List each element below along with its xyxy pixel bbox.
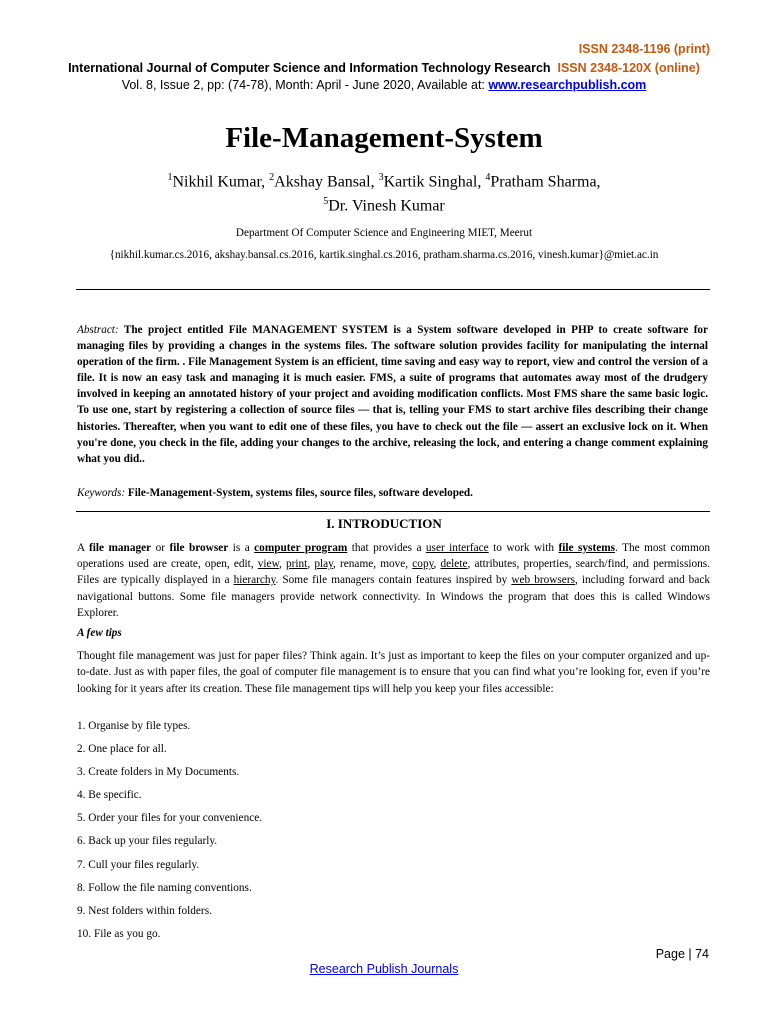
author-sup: 5 (323, 196, 329, 207)
link-print[interactable]: print (285, 558, 308, 571)
text-run: to work with (488, 542, 559, 554)
link-hierarchy[interactable]: hierarchy (233, 574, 276, 587)
keywords-label: Keywords: (77, 487, 126, 499)
abstract-label: Abstract: (77, 324, 119, 336)
section-heading-introduction: I. INTRODUCTION (326, 516, 442, 531)
author-name: Akshay Bansal, (274, 173, 375, 191)
text-run: , rename, move, (333, 558, 413, 571)
department: Department Of Computer Science and Engineering MIET, Meerut (235, 227, 533, 239)
term-file-browser: file browser (169, 542, 229, 554)
divider-bottom (76, 511, 710, 512)
list-item: 1. Organise by file types. (77, 720, 191, 732)
author-sup: 4 (485, 172, 491, 183)
text-run: , (307, 558, 315, 571)
volume-line (0, 77, 768, 93)
list-item: 9. Nest folders within folders. (77, 904, 212, 917)
text-run: , including forward and back navigational buttons. Some file managers provide network connectivity. In Windows the program that does this is called Windows Explorer. (77, 574, 710, 619)
link-web-browsers[interactable]: web browsers (511, 574, 575, 587)
link-delete[interactable]: delete (440, 558, 468, 571)
text-run: is a (228, 542, 255, 554)
list-item: 8. Follow the file naming conventions. (77, 881, 252, 894)
link-copy[interactable]: copy (412, 558, 434, 571)
author-sup: 3 (378, 172, 384, 183)
author-name: Pratham Sharma, (490, 173, 601, 191)
website-link[interactable]: www.researchpublish.com (488, 78, 647, 92)
abstract-text: The project entitled File MANAGEMENT SYSTEM is a System software developed in PHP to create software for managing files by providing a changes in the systems files. The software solution provides facility for manipulating the internal operation of the firm. . File Management System is an efficient, time saving and easy way to report, view and control the version of a file. It is now an easy task and managing it is much easier. FMS, a suite of programs that automates away most of the drudgery involved in keeping an annotated history of your project and avoiding modification conflicts. Most FMS share the same basic logic. To use one, start by registering a collection of source files — that is, telling your FMS to start archive files describing their change histories. Thereafter, when you want to edit one of these files, you have to check out the file — assert an exclusive lock on it. When you're done, you check in the file, adding your changes to the archive, releasing the lock, and entering a change comment explaining what you did.. (77, 324, 708, 465)
tips-list (77, 718, 262, 949)
footer (0, 962, 768, 976)
introduction-paragraph (77, 540, 710, 621)
author-sup: 1 (167, 172, 173, 183)
page-number: Page | 74 (655, 947, 709, 961)
text-run: , (279, 558, 286, 571)
term-file-manager: file manager (88, 542, 152, 554)
authors-line-2 (0, 196, 768, 215)
list-item: 3. Create folders in My Documents. (77, 766, 240, 779)
issn-print: ISSN 2348-1196 (print) (578, 42, 710, 56)
abstract (77, 322, 708, 467)
authors-line-1 (0, 172, 768, 191)
journal-name: International Journal of Computer Science and Information Technology Research (68, 61, 551, 75)
keywords-text: File-Management-System, systems files, source files, software developed. (127, 487, 473, 499)
link-play[interactable]: play (314, 558, 334, 571)
text-run: or (151, 542, 170, 554)
text-run: , attributes, properties, search/find, and permissions. Files are typically displayed in a (77, 558, 710, 587)
keywords (77, 487, 708, 499)
list-item: 10. File as you go. (77, 927, 161, 940)
text-run: A (77, 542, 89, 554)
volume-info: Vol. 8, Issue 2, pp: (74-78), Month: April - June 2020, Available at: (121, 78, 485, 92)
text-run: that provides a (347, 542, 426, 554)
link-user-interface[interactable]: user interface (425, 542, 489, 554)
text-run: , (433, 558, 441, 571)
list-item: 2. One place for all. (77, 743, 167, 756)
author-sup: 2 (269, 172, 275, 183)
list-item: 5. Order your files for your convenience. (77, 812, 263, 825)
tips-heading: A few tips (77, 627, 122, 639)
issn-online: ISSN 2348-120X (online) (557, 61, 700, 75)
publisher-link[interactable]: Research Publish Journals (309, 962, 459, 976)
list-item: 4. Be specific. (77, 789, 142, 802)
link-file-systems[interactable]: file systems (558, 542, 616, 554)
author-name: Nikhil Kumar, (172, 173, 266, 191)
text-run: . Some file managers contain features inspired by (275, 574, 512, 587)
list-item: 6. Back up your files regularly. (77, 835, 218, 848)
author-name: Kartik Singhal, (383, 173, 482, 191)
list-item: 7. Cull your files regularly. (77, 858, 200, 871)
tips-paragraph: Thought file management was just for paper files? Think again. It’s just as important to keep the files on your computer organized and up-to-date. Just as with paper files, the goal of computer file management is to ensure that you can find what you’re looking for, even if you’re looking for it years after its creation. These file management tips will help you keep your files accessible: (77, 650, 710, 695)
link-view[interactable]: view (257, 558, 279, 571)
journal-header (0, 60, 768, 76)
text-run: . The most common operations used are create, open, edit, (77, 542, 711, 571)
paper-title: File-Management-System (225, 122, 543, 154)
author-emails: {nikhil.kumar.cs.2016, akshay.bansal.cs.2016, kartik.singhal.cs.2016, pratham.sharma.cs.2016, vinesh.kumar}@miet.ac.in (109, 249, 659, 261)
divider-top (76, 289, 710, 290)
link-computer-program[interactable]: computer program (254, 542, 348, 554)
author-name: Dr. Vinesh Kumar (328, 197, 445, 215)
